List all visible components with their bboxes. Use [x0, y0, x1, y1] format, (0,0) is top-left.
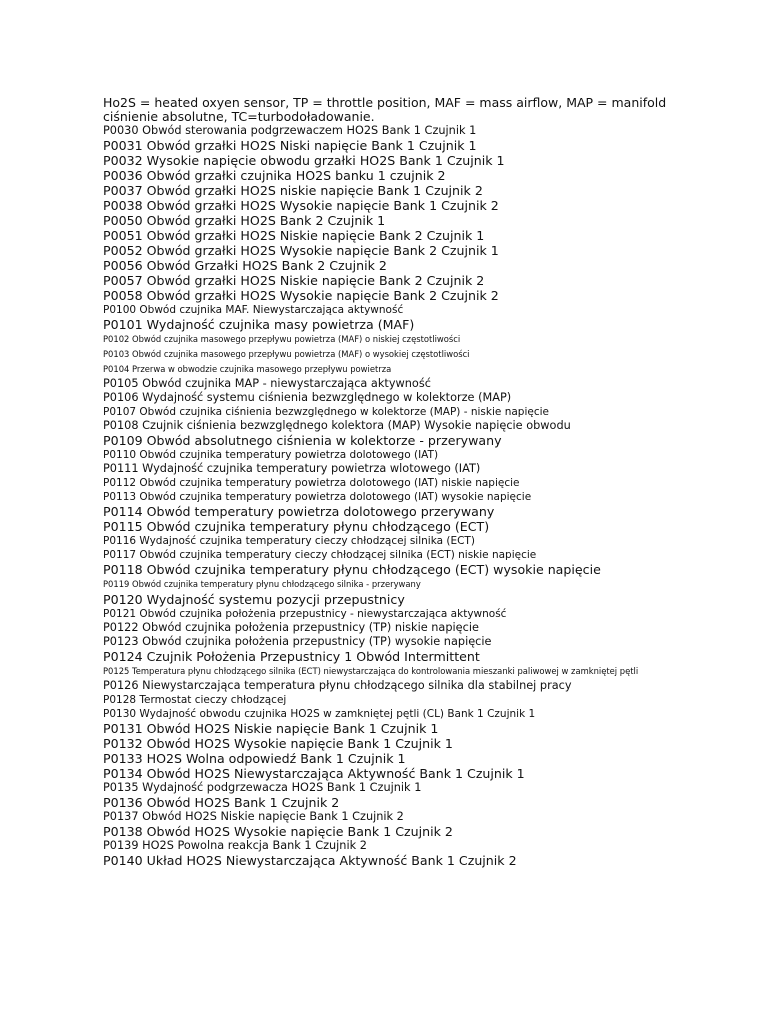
fault-code-line: P0125 Temperatura płynu chłodzącego silnika (ECT) niewystarczająca do kontrolowania mieszanki paliwowej w zamkniętej pętli: [103, 666, 639, 676]
fault-code-line: P0121 Obwód czujnika położenia przepustnicy - niewystarczająca aktywność: [103, 608, 507, 620]
fault-code-line: P0102 Obwód czujnika masowego przepływu powietrza (MAF) o niskiej częstotliwości: [103, 334, 461, 344]
fault-code-line: P0050 Obwód grzałki HO2S Bank 2 Czujnik 1: [103, 213, 386, 228]
fault-code-line: P0117 Obwód czujnika temperatury cieczy chłodzącej silnika (ECT) niskie napięcie: [103, 549, 537, 561]
fault-code-line: P0122 Obwód czujnika położenia przepustnicy (TP) niskie napięcie: [103, 621, 479, 634]
fault-code-line: P0116 Wydajność czujnika temperatury cieczy chłodzącej silnika (ECT): [103, 535, 475, 547]
fault-code-line: P0111 Wydajność czujnika temperatury powietrza wlotowego (IAT): [103, 462, 481, 475]
fault-code-line: P0105 Obwód czujnika MAP - niewystarczająca aktywność: [103, 377, 431, 390]
fault-code-line: P0133 HO2S Wolna odpowiedź Bank 1 Czujnik 1: [103, 751, 406, 766]
fault-code-list: [103, 124, 703, 868]
fault-code-line: P0038 Obwód grzałki HO2S Wysokie napięcie Bank 1 Czujnik 2: [103, 198, 499, 213]
fault-code-line: P0051 Obwód grzałki HO2S Niskie napięcie Bank 2 Czujnik 1: [103, 228, 485, 243]
fault-code-line: P0135 Wydajność podgrzewacza HO2S Bank 1 Czujnik 1: [103, 781, 422, 794]
fault-code-line: P0137 Obwód HO2S Niskie napięcie Bank 1 Czujnik 2: [103, 810, 404, 823]
fault-code-line: P0030 Obwód sterowania podgrzewaczem HO2S Bank 1 Czujnik 1: [103, 124, 477, 137]
fault-code-line: P0112 Obwód czujnika temperatury powietrza dolotowego (IAT) niskie napięcie: [103, 477, 520, 489]
fault-code-line: P0107 Obwód czujnika ciśnienia bezwzględnego w kolektorze (MAP) - niskie napięcie: [103, 406, 549, 418]
fault-code-line: P0101 Wydajność czujnika masy powietrza (MAF): [103, 317, 415, 332]
fault-code-line: P0100 Obwód czujnika MAF. Niewystarczająca aktywność: [103, 304, 404, 316]
fault-code-line: P0124 Czujnik Położenia Przepustnicy 1 Obwód Intermittent: [103, 649, 480, 664]
fault-code-line: P0104 Przerwa w obwodzie czujnika masowego przepływu powietrza: [103, 364, 392, 374]
fault-code-line: P0114 Obwód temperatury powietrza dolotowego przerywany: [103, 504, 495, 519]
fault-code-line: P0058 Obwód grzałki HO2S Wysokie napięcie Bank 2 Czujnik 2: [103, 288, 499, 303]
fault-code-line: P0108 Czujnik ciśnienia bezwzględnego kolektora (MAP) Wysokie napięcie obwodu: [103, 419, 571, 432]
fault-code-line: P0140 Układ HO2S Niewystarczająca Aktywność Bank 1 Czujnik 2: [103, 853, 517, 868]
fault-code-line: P0109 Obwód absolutnego ciśnienia w kolektorze - przerywany: [103, 433, 502, 448]
fault-code-line: P0056 Obwód Grzałki HO2S Bank 2 Czujnik 2: [103, 258, 387, 273]
fault-code-line: P0130 Wydajność obwodu czujnika HO2S w zamkniętej pętli (CL) Bank 1 Czujnik 1: [103, 708, 536, 720]
fault-code-line: P0126 Niewystarczająca temperatura płynu chłodzącego silnika dla stabilnej pracy: [103, 679, 572, 692]
fault-code-line: P0032 Wysokie napięcie obwodu grzałki HO2S Bank 1 Czujnik 1: [103, 153, 505, 168]
fault-code-line: P0103 Obwód czujnika masowego przepływu powietrza (MAF) o wysokiej częstotliwości: [103, 349, 470, 359]
abbreviation-legend-line-2: ciśnienie absolutne, TC=turbodoładowanie.: [103, 109, 375, 124]
fault-code-line: P0106 Wydajność systemu ciśnienia bezwzględnego w kolektorze (MAP): [103, 391, 512, 404]
fault-code-line: P0110 Obwód czujnika temperatury powietrza dolotowego (IAT): [103, 449, 439, 461]
fault-code-line: P0031 Obwód grzałki HO2S Niski napięcie Bank 1 Czujnik 1: [103, 138, 477, 153]
fault-code-line: P0115 Obwód czujnika temperatury płynu chłodzącego (ECT): [103, 519, 490, 534]
abbreviation-legend-line-1: Ho2S = heated oxyen sensor, TP = throttle position, MAF = mass airflow, MAP = manifold: [103, 95, 667, 110]
fault-code-line: P0120 Wydajność systemu pozycji przepustnicy: [103, 592, 405, 607]
fault-code-line: P0131 Obwód HO2S Niskie napięcie Bank 1 Czujnik 1: [103, 721, 439, 736]
fault-code-line: P0113 Obwód czujnika temperatury powietrza dolotowego (IAT) wysokie napięcie: [103, 491, 532, 503]
fault-code-line: P0119 Obwód czujnika temperatury płynu chłodzącego silnika - przerywany: [103, 579, 421, 589]
fault-code-line: P0132 Obwód HO2S Wysokie napięcie Bank 1 Czujnik 1: [103, 736, 453, 751]
fault-code-line: P0052 Obwód grzałki HO2S Wysokie napięcie Bank 2 Czujnik 1: [103, 243, 499, 258]
fault-code-line: P0128 Termostat cieczy chłodzącej: [103, 694, 287, 706]
fault-code-line: P0036 Obwód grzałki czujnika HO2S banku 1 czujnik 2: [103, 168, 446, 183]
document-page: [103, 96, 703, 868]
fault-code-line: P0134 Obwód HO2S Niewystarczająca Aktywność Bank 1 Czujnik 1: [103, 766, 525, 781]
fault-code-line: P0138 Obwód HO2S Wysokie napięcie Bank 1 Czujnik 2: [103, 824, 453, 839]
fault-code-line: P0037 Obwód grzałki HO2S niskie napięcie Bank 1 Czujnik 2: [103, 183, 483, 198]
fault-code-line: P0136 Obwód HO2S Bank 1 Czujnik 2: [103, 795, 340, 810]
fault-code-line: P0139 HO2S Powolna reakcja Bank 1 Czujnik 2: [103, 839, 367, 852]
fault-code-line: P0123 Obwód czujnika położenia przepustnicy (TP) wysokie napięcie: [103, 635, 492, 648]
fault-code-line: P0057 Obwód grzałki HO2S Niskie napięcie Bank 2 Czujnik 2: [103, 273, 485, 288]
fault-code-line: P0118 Obwód czujnika temperatury płynu chłodzącego (ECT) wysokie napięcie: [103, 562, 601, 577]
